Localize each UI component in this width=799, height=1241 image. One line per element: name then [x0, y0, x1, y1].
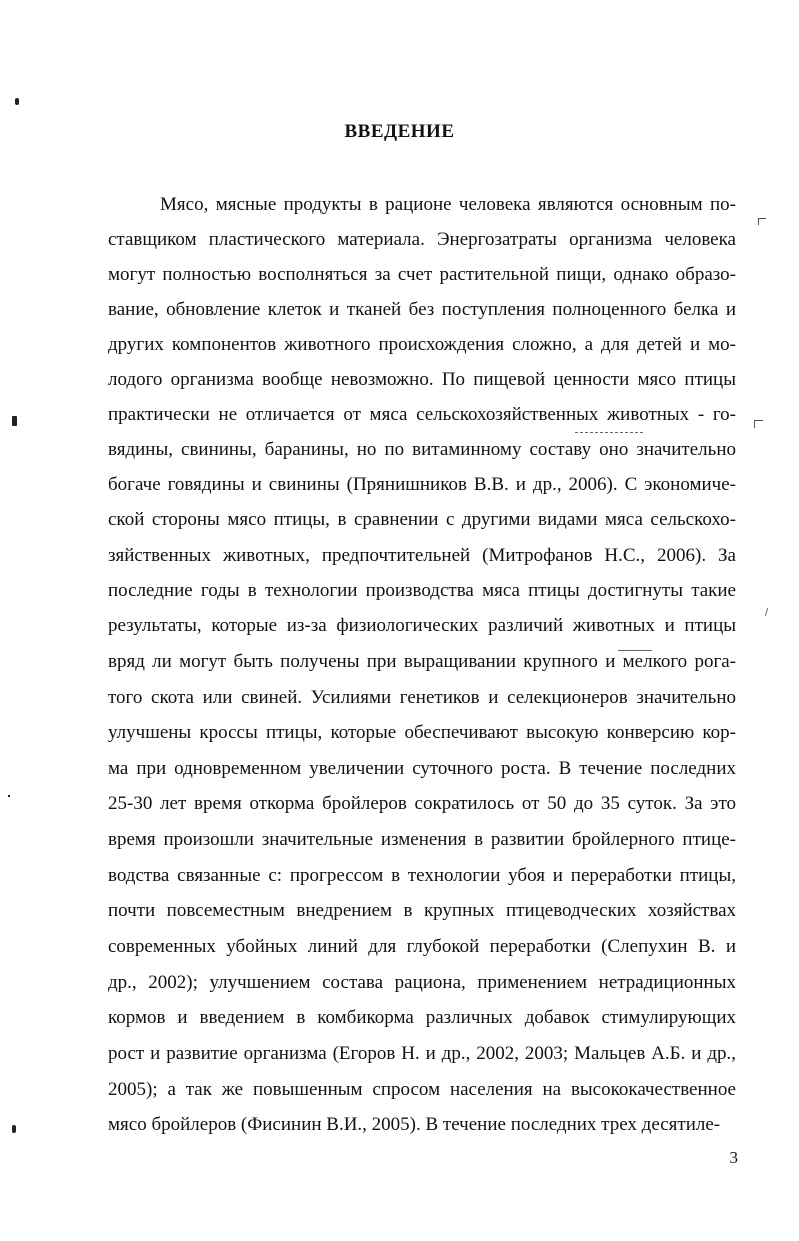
margin-mark	[754, 420, 763, 428]
text-line: того скота или свиней. Усилиями генетиков и селекционеров значительно	[108, 687, 736, 708]
scan-artifact	[12, 1125, 16, 1133]
text-line: 25-30 лет время откорма бройлеров сократилось от 50 до 35 суток. За это	[108, 793, 736, 814]
text-line: вряд ли могут быть получены при выращивании крупного и мелкого рога-	[108, 651, 736, 672]
text-line: других компонентов животного происхождения сложно, а для детей и мо-	[108, 334, 736, 355]
text-line: современных убойных линий для глубокой переработки (Слепухин В. и	[108, 936, 736, 957]
margin-mark	[765, 608, 768, 616]
scan-artifact	[8, 795, 10, 797]
text-line: могут полностью восполняться за счет растительной пищи, однако образо-	[108, 264, 736, 285]
text-line: 2005); а так же повышенным спросом населения на высококачественное	[108, 1079, 736, 1100]
text-line: практически не отличается от мяса сельскохозяйственных животных - го-	[108, 404, 736, 425]
text-line: зяйственных животных, предпочтительней (Митрофанов Н.С., 2006). За	[108, 545, 736, 566]
page-title: ВВЕДЕНИЕ	[344, 121, 455, 142]
text-line: улучшены кроссы птицы, которые обеспечивают высокую конверсию кор-	[108, 722, 736, 743]
text-line: др., 2002); улучшением состава рациона, применением нетрадиционных	[108, 972, 736, 993]
underline-mark	[618, 650, 652, 651]
page-number: 3	[729, 1148, 738, 1167]
text-line: ставщиком пластического материала. Энергозатраты организма человека	[108, 229, 736, 250]
text-line: мясо бройлеров (Фисинин В.И., 2005). В течение последних трех десятиле-	[108, 1114, 721, 1135]
text-line: лодого организма вообще невозможно. По пищевой ценности мясо птицы	[108, 369, 736, 390]
text-line: ской стороны мясо птицы, в сравнении с другими видами мяса сельскохо-	[108, 509, 736, 530]
text-line: ма при одновременном увеличении суточного роста. В течение последних	[108, 758, 736, 779]
scan-artifact	[12, 416, 17, 426]
text-line: последние годы в технологии производства мяса птицы достигнуты такие	[108, 580, 736, 601]
text-line: вядины, свинины, баранины, но по витаминному составу оно значительно	[108, 439, 736, 460]
text-line: вание, обновление клеток и тканей без поступления полноценного белка и	[108, 299, 736, 320]
text-line: водства связанные с: прогрессом в технологии убоя и переработки птицы,	[108, 865, 736, 886]
text-line: результаты, которые из-за физиологических различий животных и птицы	[108, 615, 736, 636]
underline-mark	[575, 432, 643, 433]
text-line: кормов и введением в комбикорма различных добавок стимулирующих	[108, 1007, 736, 1028]
margin-mark	[758, 218, 766, 225]
text-line: почти повсеместным внедрением в крупных птицеводческих хозяйствах	[108, 900, 736, 921]
text-line: богаче говядины и свинины (Прянишников В.В. и др., 2006). С экономиче-	[108, 474, 736, 495]
text-line: рост и развитие организма (Егоров Н. и др., 2002, 2003; Мальцев А.Б. и др.,	[108, 1043, 736, 1064]
text-line: Мясо, мясные продукты в рационе человека являются основным по-	[160, 194, 736, 215]
text-line: время произошли значительные изменения в развитии бройлерного птице-	[108, 829, 736, 850]
scan-artifact	[15, 98, 19, 105]
